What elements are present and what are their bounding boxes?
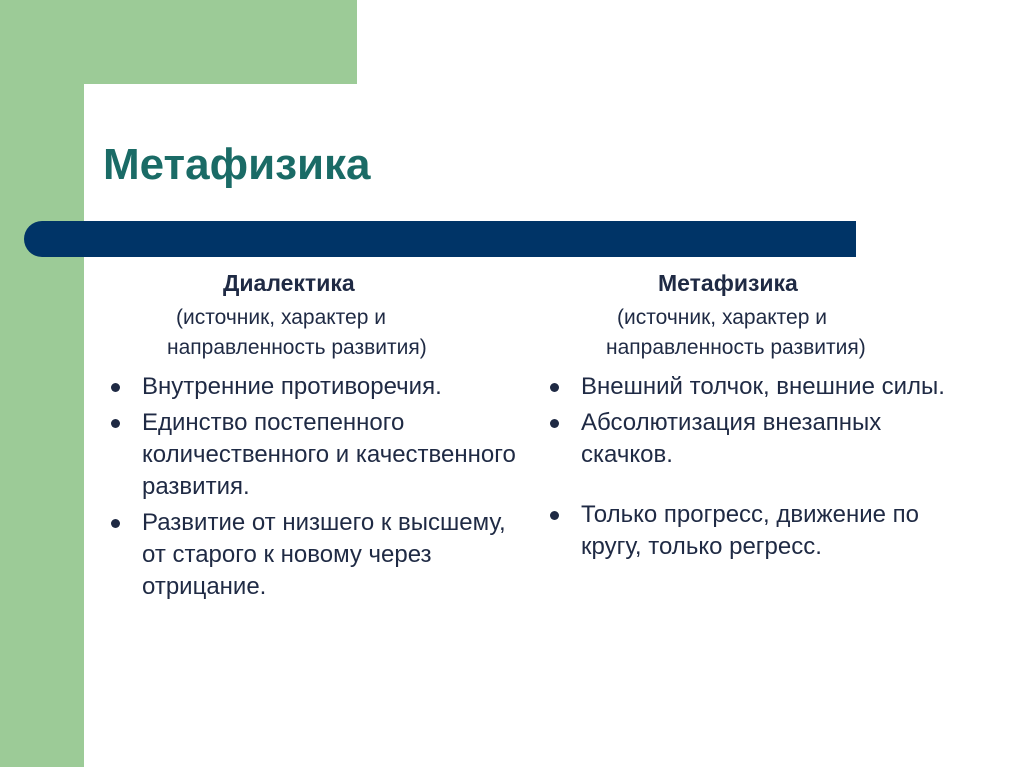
metaphysics-list: [544, 371, 964, 563]
list-item-text: Внешний толчок, внешние силы.: [581, 373, 945, 400]
bullet-icon: [111, 383, 120, 392]
list-item: [105, 407, 525, 503]
bullet-icon: [550, 383, 559, 392]
bullet-icon: [111, 419, 120, 428]
dialectics-subheading: [105, 303, 525, 363]
list-item: [105, 371, 525, 403]
list-item-text: Абсолютизация внезапных скачков.: [581, 409, 882, 468]
metaphysics-heading: Метафизика: [658, 270, 798, 296]
dialectics-list: [105, 371, 525, 603]
dialectics-column: [105, 266, 525, 607]
dialectics-subheading-line-1: (источник, характер и: [176, 306, 386, 329]
list-item: [105, 507, 525, 603]
list-item-text: Единство постепенного количественного и качественного развития.: [142, 409, 516, 500]
bullet-icon: [550, 511, 559, 520]
list-item: [544, 371, 964, 403]
list-item-text: Только прогресс, движение по кругу, только регресс.: [581, 501, 919, 560]
metaphysics-subheading: [544, 303, 964, 363]
dialectics-heading: Диалектика: [223, 270, 355, 296]
list-item-text: Развитие от низшего к высшему, от старого к новому через отрицание.: [142, 509, 506, 600]
slide-title: Метафизика: [103, 140, 371, 189]
list-item-text: Внутренние противоречия.: [142, 373, 442, 400]
metaphysics-column: [544, 266, 964, 567]
list-item: [544, 407, 964, 471]
metaphysics-subheading-line-2: направленность развития): [606, 336, 866, 359]
title-underline-bar: [24, 221, 856, 257]
decor-green-left-strip: [0, 0, 84, 767]
dialectics-subheading-line-2: направленность развития): [167, 336, 427, 359]
bullet-icon: [550, 419, 559, 428]
metaphysics-subheading-line-1: (источник, характер и: [617, 306, 827, 329]
list-item: [544, 499, 964, 563]
bullet-icon: [111, 519, 120, 528]
